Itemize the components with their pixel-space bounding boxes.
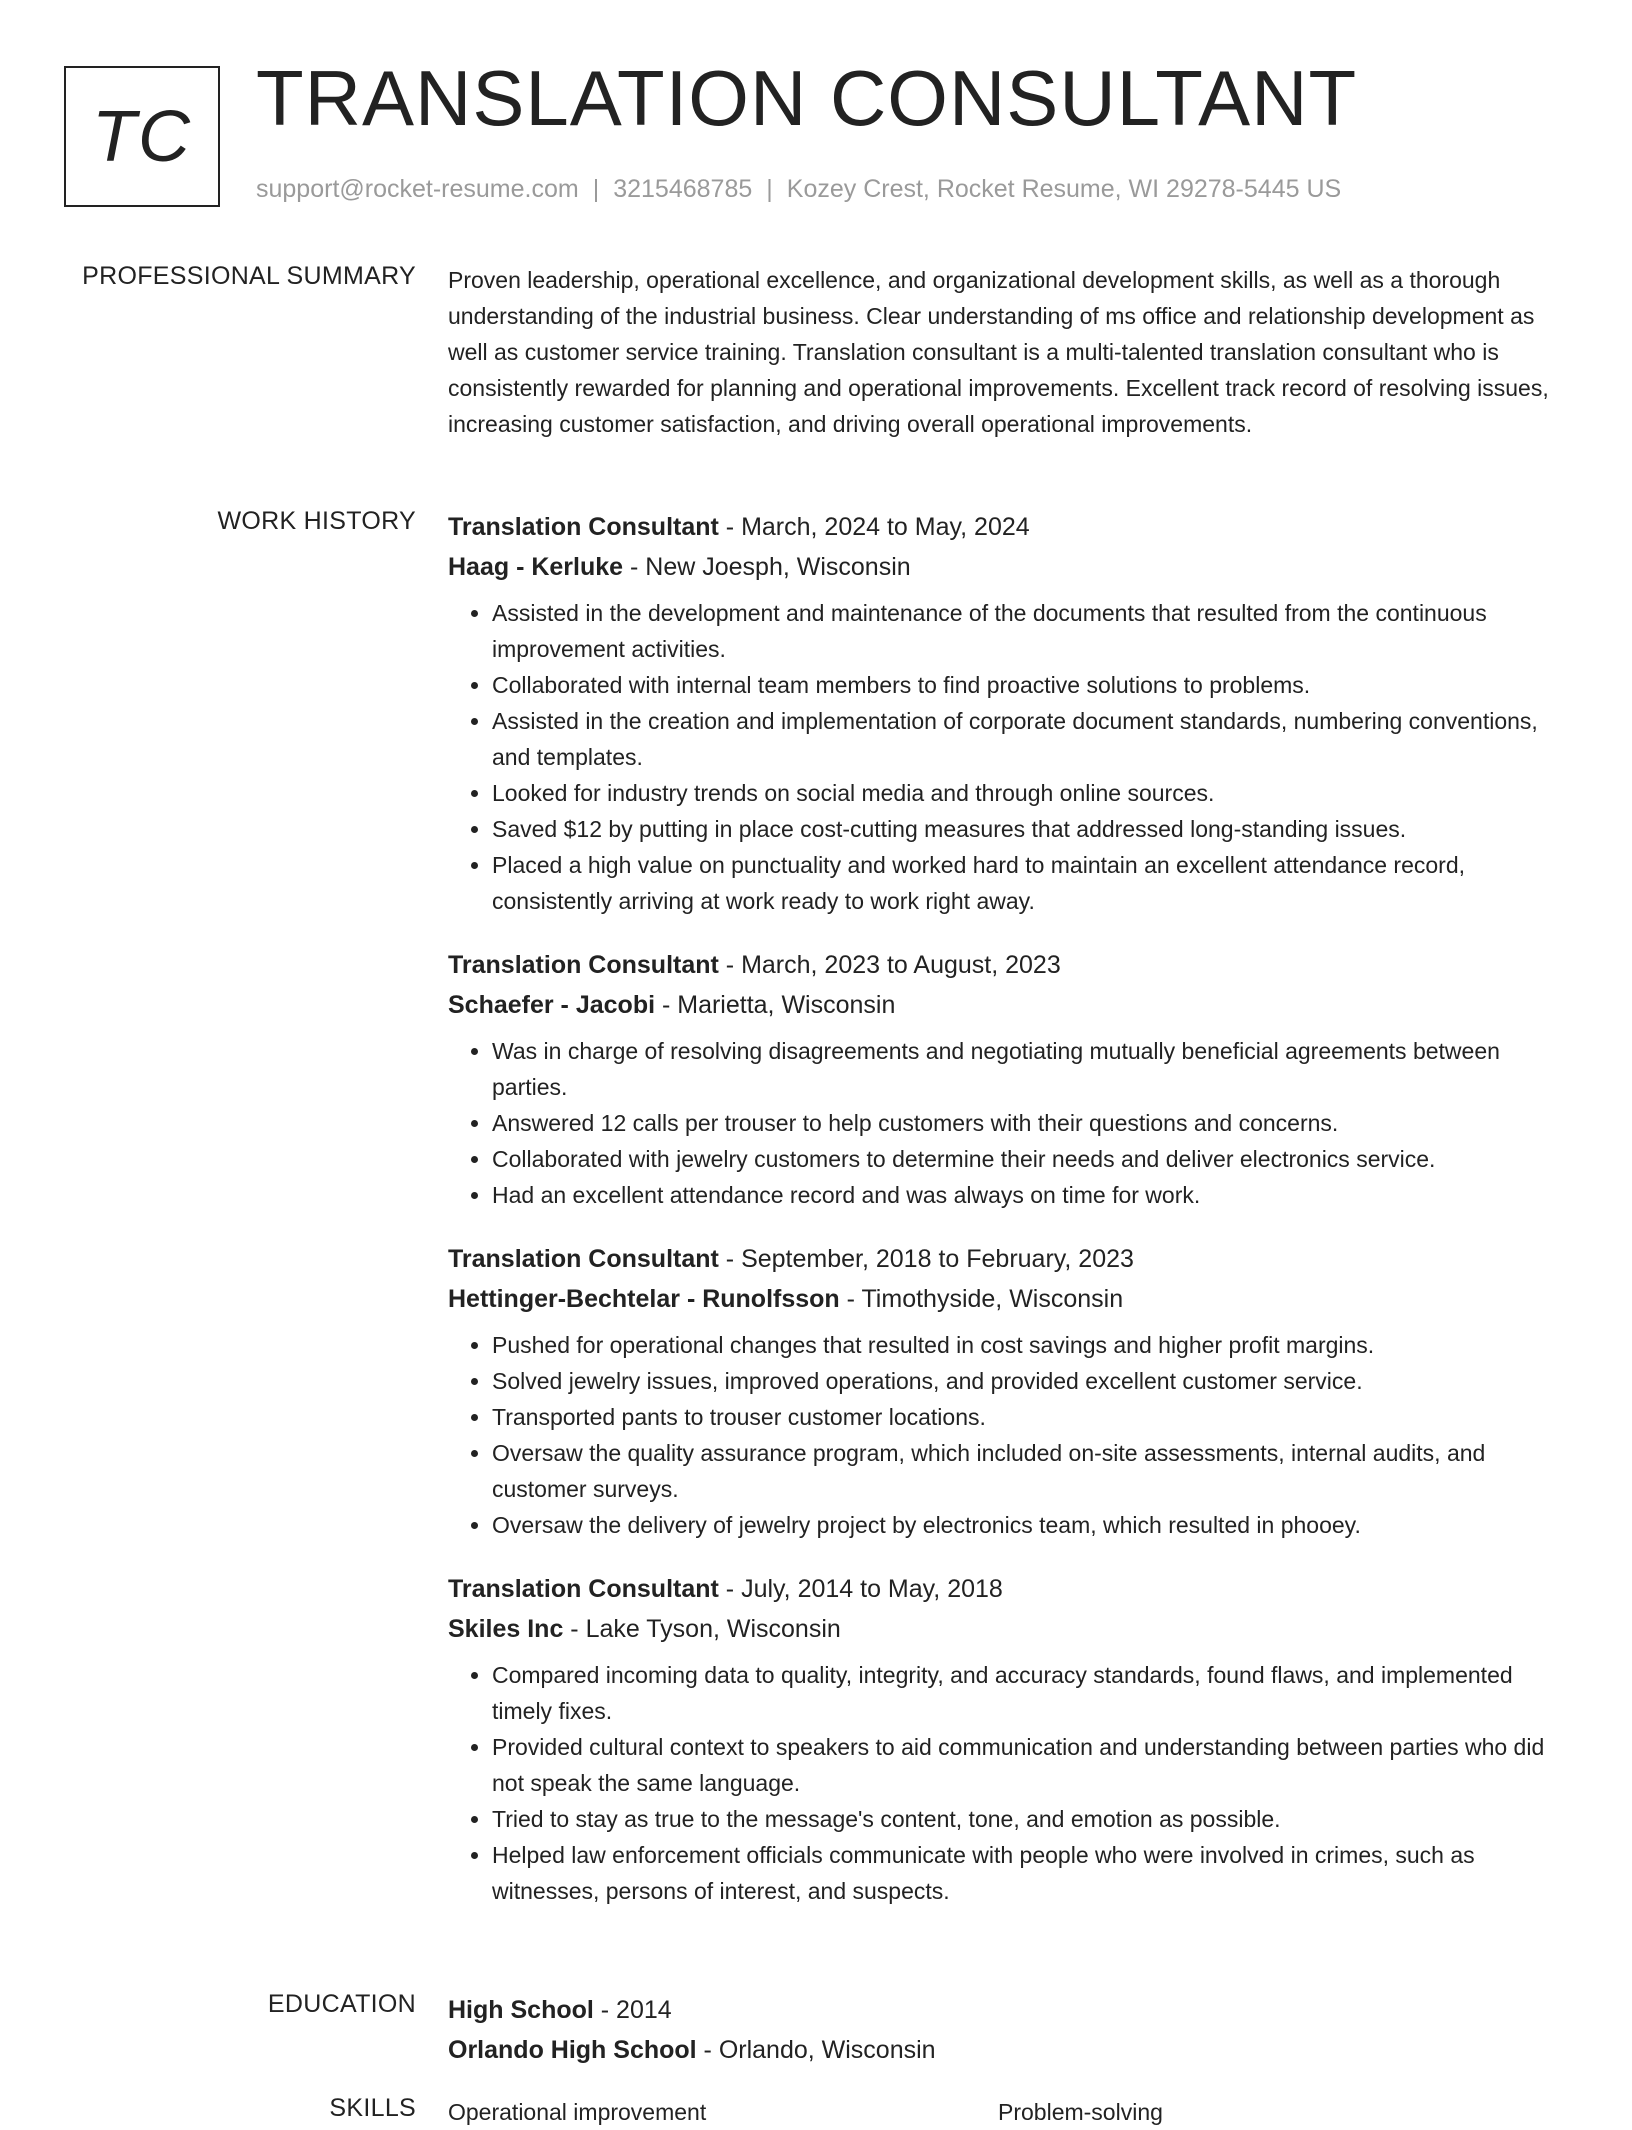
job-company-line bbox=[448, 985, 1568, 1025]
job-title-line bbox=[448, 945, 1568, 985]
job-bullet: • Tried to stay as true to the message's content, tone, and emotion as possible. bbox=[492, 1801, 1568, 1837]
job-bullet: • Placed a high value on punctuality and worked hard to maintain an excellent attendance record, consistently arriving at work ready to work right away. bbox=[492, 847, 1568, 919]
job-bullet: • Oversaw the quality assurance program, which included on-site assessments, internal audits, and customer surveys. bbox=[492, 1435, 1568, 1507]
skills-heading: SKILLS bbox=[329, 2094, 416, 2122]
job-bullets bbox=[448, 595, 1568, 919]
job-bullet: • Assisted in the development and maintenance of the documents that resulted from the continuous improvement activities. bbox=[492, 595, 1568, 667]
job-bullets bbox=[448, 1657, 1568, 1909]
job-dates: - March, 2024 to May, 2024 bbox=[718, 513, 1030, 541]
job-company: Haag - Kerluke bbox=[448, 553, 624, 581]
job-title: Translation Consultant bbox=[448, 951, 719, 979]
job-entry bbox=[448, 507, 1568, 919]
education-location: - Orlando, Wisconsin bbox=[696, 2036, 936, 2064]
education-school-line bbox=[448, 2030, 1568, 2070]
job-bullet: • Solved jewelry issues, improved operations, and provided excellent customer service. bbox=[492, 1363, 1568, 1399]
job-bullet: • Transported pants to trouser customer locations. bbox=[492, 1399, 1568, 1435]
job-bullet: • Helped law enforcement officials communicate with people who were involved in crimes, such as witnesses, persons of interest, and suspects. bbox=[492, 1837, 1568, 1909]
job-title: Translation Consultant bbox=[448, 513, 719, 541]
job-company: Hettinger-Bechtelar - Runolfsson bbox=[448, 1285, 840, 1313]
job-bullet: • Pushed for operational changes that resulted in cost savings and higher profit margins. bbox=[492, 1327, 1568, 1363]
job-title-line bbox=[448, 507, 1568, 547]
job-company-line bbox=[448, 1279, 1568, 1319]
contact-address: Kozey Crest, Rocket Resume, WI 29278-5445 US bbox=[786, 175, 1342, 203]
job-location: - Timothyside, Wisconsin bbox=[839, 1285, 1124, 1313]
job-bullet: • Oversaw the delivery of jewelry project by electronics team, which resulted in phooey. bbox=[492, 1507, 1568, 1543]
contact-separator: | bbox=[766, 175, 773, 203]
job-bullet: • Collaborated with jewelry customers to determine their needs and deliver electronics service. bbox=[492, 1141, 1568, 1177]
job-bullet: • Answered 12 calls per trouser to help customers with their questions and concerns. bbox=[492, 1105, 1568, 1141]
resume-title: TRANSLATION CONSULTANT bbox=[256, 54, 1358, 142]
job-title-line bbox=[448, 1239, 1568, 1279]
job-dates: - March, 2023 to August, 2023 bbox=[718, 951, 1061, 979]
skills-row bbox=[448, 2094, 1568, 2130]
monogram-badge: TC bbox=[64, 66, 220, 207]
job-location: - New Joesph, Wisconsin bbox=[623, 553, 911, 581]
job-bullet: • Was in charge of resolving disagreements and negotiating mutually beneficial agreements between parties. bbox=[492, 1033, 1568, 1105]
job-title: Translation Consultant bbox=[448, 1575, 719, 1603]
job-entry bbox=[448, 945, 1568, 1213]
job-dates: - July, 2014 to May, 2018 bbox=[718, 1575, 1003, 1603]
job-title: Translation Consultant bbox=[448, 1245, 719, 1273]
job-bullet: • Compared incoming data to quality, integrity, and accuracy standards, found flaws, and implemented timely fixes. bbox=[492, 1657, 1568, 1729]
education-school: Orlando High School bbox=[448, 2036, 697, 2064]
education-heading: EDUCATION bbox=[267, 1990, 416, 2018]
education-degree: High School bbox=[448, 1996, 594, 2024]
work-history-list bbox=[448, 507, 1568, 1935]
contact-separator: | bbox=[592, 175, 600, 203]
contact-line bbox=[256, 175, 1341, 204]
job-bullet: • Assisted in the creation and implementation of corporate document standards, numbering conventions, and templates. bbox=[492, 703, 1568, 775]
contact-phone[interactable]: 3215468785 bbox=[613, 175, 753, 203]
skill-item: Problem-solving bbox=[998, 2099, 1163, 2125]
summary-heading: PROFESSIONAL SUMMARY bbox=[82, 262, 416, 290]
job-company-line bbox=[448, 1609, 1568, 1649]
skill-item: Operational improvement bbox=[448, 2099, 707, 2125]
job-bullet: • Collaborated with internal team members to find proactive solutions to problems. bbox=[492, 667, 1568, 703]
job-title-line bbox=[448, 1569, 1568, 1609]
job-entry bbox=[448, 1239, 1568, 1543]
job-bullet: • Had an excellent attendance record and was always on time for work. bbox=[492, 1177, 1568, 1213]
job-bullets bbox=[448, 1033, 1568, 1213]
job-bullet: • Looked for industry trends on social media and through online sources. bbox=[492, 775, 1568, 811]
job-company-line bbox=[448, 547, 1568, 587]
job-bullet: • Saved $12 by putting in place cost-cutting measures that addressed long-standing issues. bbox=[492, 811, 1568, 847]
education-degree-line bbox=[448, 1990, 1568, 2030]
job-company: Schaefer - Jacobi bbox=[448, 991, 656, 1019]
job-entry bbox=[448, 1569, 1568, 1909]
summary-text: Proven leadership, operational excellence, and organizational development skills, as well as a thorough understanding of the industrial business. Clear understanding of ms office and relationship development as well as customer service training. Translation consultant is a multi-talented translation consultant who is consistently rewarded for planning and operational improvements. Excellent track record of resolving issues, increasing customer satisfaction, and driving overall operational improvements. bbox=[448, 267, 1549, 437]
work-history-heading: WORK HISTORY bbox=[217, 507, 416, 535]
job-bullets bbox=[448, 1327, 1568, 1543]
job-location: - Lake Tyson, Wisconsin bbox=[563, 1615, 841, 1643]
job-dates: - September, 2018 to February, 2023 bbox=[718, 1245, 1134, 1273]
job-location: - Marietta, Wisconsin bbox=[655, 991, 896, 1019]
job-company: Skiles Inc bbox=[448, 1615, 564, 1643]
job-bullet: • Provided cultural context to speakers to aid communication and understanding between parties who did not speak the same language. bbox=[492, 1729, 1568, 1801]
contact-email[interactable]: support@rocket-resume.com bbox=[256, 175, 579, 203]
education-year: - 2014 bbox=[593, 1996, 672, 2024]
